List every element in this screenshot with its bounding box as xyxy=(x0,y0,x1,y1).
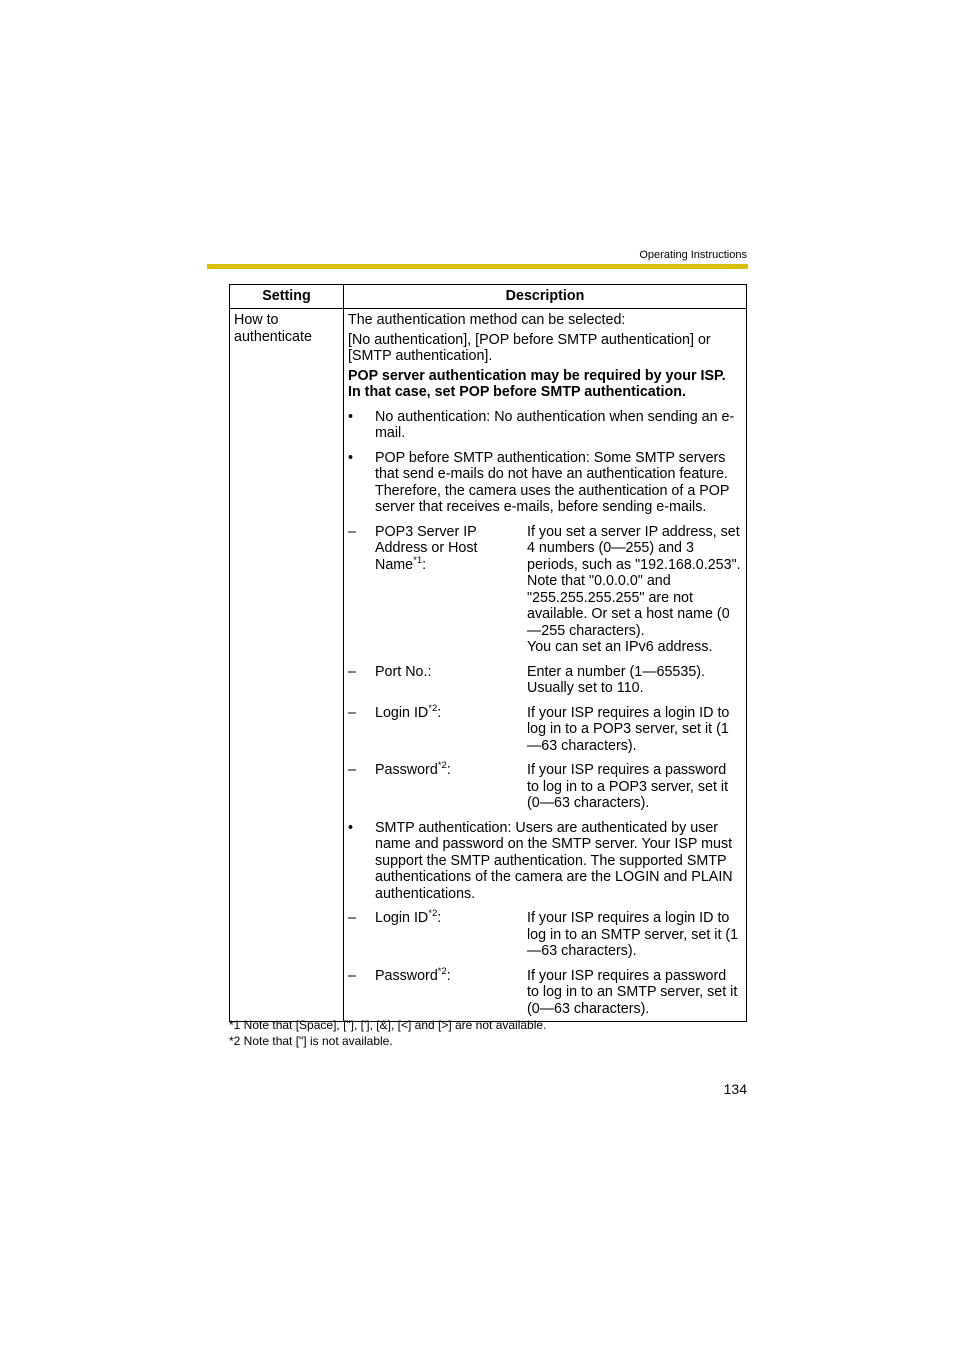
intro-options: [No authentication], [POP before SMTP authentication] or [SMTP authentication]. xyxy=(348,331,711,364)
footnote-ref: *2 xyxy=(437,965,447,977)
description-cell xyxy=(344,309,747,1022)
list-item-pop-before-smtp: • POP before SMTP authentication: Some SMTP servers that send e-mails do not have an authentication feature. Therefore, the camera uses the authentication of a POP server that receives e-mails, before sending e-mails. xyxy=(348,449,730,515)
sub-setting-row xyxy=(348,702,742,755)
sub-setting-row xyxy=(348,762,742,812)
footnote-ref: *1 xyxy=(413,554,423,566)
list-item-no-auth: • No authentication: No authentication when sending an e-mail. xyxy=(348,408,735,441)
header-rule xyxy=(207,264,748,269)
description-column-header: Description xyxy=(344,285,747,309)
sub-setting-description: If your ISP requires a password to log in to a POP3 server, set it (0—63 characters). xyxy=(527,762,729,811)
dash-icon: – xyxy=(348,910,356,926)
footnote-ref: *2 xyxy=(428,702,438,714)
dash-icon: – xyxy=(348,967,356,984)
sub-setting-name: POP3 Server IP Address or Host Name$^{*1}$: xyxy=(375,523,478,573)
sub-setting-name: Password$^{*2}$: xyxy=(375,760,451,778)
footnote-2: *2 Note that ["] is not available. xyxy=(229,1034,393,1048)
dash-icon: – xyxy=(348,762,356,778)
setting-cell: How to authenticate xyxy=(230,309,344,1022)
bullet-icon: • xyxy=(348,449,354,466)
sub-setting-row xyxy=(348,965,742,1018)
table-header-row xyxy=(230,285,747,309)
sub-setting-description: If your ISP requires a login ID to log in to an SMTP server, set it (1—63 characters). xyxy=(527,910,739,959)
sub-setting-description: Enter a number (1—65535). Usually set to 110. xyxy=(527,663,706,696)
settings-table xyxy=(229,284,747,1022)
table-row xyxy=(230,309,747,1022)
sub-setting-row xyxy=(348,910,742,960)
sub-setting-name: Password$^{*2}$: xyxy=(375,965,451,984)
running-header: Operating Instructions xyxy=(639,249,747,261)
dash-icon: – xyxy=(348,663,356,680)
sub-setting-name: Login ID$^{*2}$: xyxy=(375,702,442,721)
page-number: 134 xyxy=(723,1081,747,1097)
sub-setting-row xyxy=(348,664,742,697)
footnote-1: *1 Note that [Space], ["], ['], [&], [<] and [>] are not available. xyxy=(229,1018,547,1032)
sub-setting-name: Port No.: xyxy=(375,663,432,680)
dash-icon: – xyxy=(348,704,356,721)
intro-line: The authentication method can be selected: xyxy=(348,312,626,328)
bullet-icon: • xyxy=(348,819,354,836)
pop-settings-list xyxy=(348,524,742,812)
sub-setting-description: If you set a server IP address, set 4 numbers (0—255) and 3 periods, such as "192.168.0.253". Note that "0.0.0.0" and "255.255.255.255" are not available. Or set a host name (0—255 characters). You can set an IPv6 address. xyxy=(527,523,741,655)
dash-icon: – xyxy=(348,523,356,540)
smtp-settings-list xyxy=(348,910,742,1017)
list-item-smtp-auth: • SMTP authentication: Users are authenticated by user name and password on the SMTP server. Your ISP must support the SMTP authentication. The supported SMTP authentications of the camera are the LOGIN and PLAIN authentications. xyxy=(348,819,733,902)
footnote-ref: *2 xyxy=(428,908,438,920)
footnote-ref: *2 xyxy=(437,760,447,772)
sub-setting-description: If your ISP requires a login ID to log in to a POP3 server, set it (1—63 characters). xyxy=(527,704,730,754)
sub-setting-row xyxy=(348,524,742,656)
setting-column-header: Setting xyxy=(230,285,344,309)
bullet-icon: • xyxy=(348,408,354,425)
important-note: POP server authentication may be required by your ISP. In that case, set POP before SMTP authentication. xyxy=(348,367,726,400)
sub-setting-name: Login ID$^{*2}$: xyxy=(375,908,442,926)
sub-setting-description: If your ISP requires a password to log in to an SMTP server, set it (0—63 characters). xyxy=(527,967,738,1017)
